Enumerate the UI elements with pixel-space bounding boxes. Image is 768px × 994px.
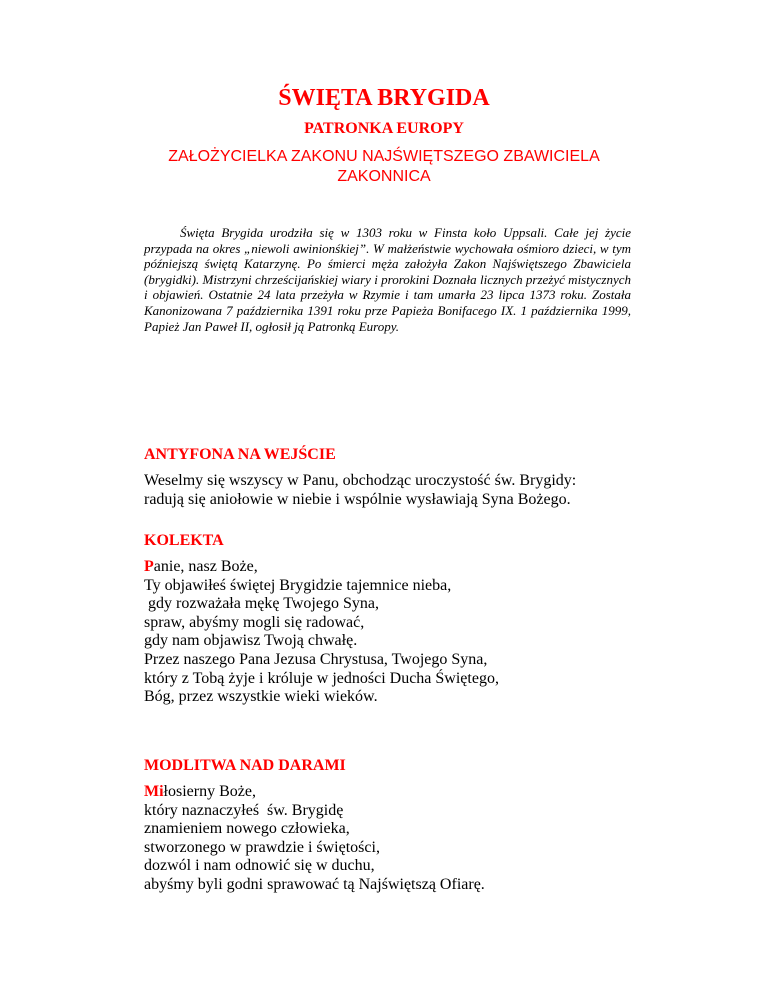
founder-heading [0, 147, 768, 187]
kolekta-line: który z Tobą żyje i króluje w jedności Ducha Świętego, [144, 669, 499, 687]
kolekta-text [144, 558, 664, 707]
modlitwa-line: który naznaczyłeś św. Brygidę [144, 801, 344, 819]
modlitwa-initial: Mi [144, 783, 164, 800]
biography-paragraph: Święta Brygida urodziła się w 1303 roku w Finsta koło Uppsali. Całe jej życie przypada na okres „niewoli awinionśkiej”. W małżeństwie wychowała ośmioro dzieci, w tym późniejszą świętą Katarzynę. Po śmierci męża założyła Zakon Najświętszego Zbawiciela (brygidki). Mistrzyni chrześcijańskiej wiary i prorokini Doznała licznych przeżyć mistycznych i objawień. Ostatnie 24 lata przeżyła w Rzymie i tam umarła 23 lipca 1373 roku. Została Kanonizowana 7 października 1391 roku prze Papieża Bonifacego IX. 1 października 1999, Papież Jan Paweł II, ogłosił ją Patronką Europy. [144, 225, 631, 334]
kolekta-line: gdy nam objawisz Twoją chwałę. [144, 632, 358, 650]
antyfona-line: radują się aniołowie w niebie i wspólnie wysławiają Syna Bożego. [144, 490, 571, 508]
modlitwa-line: abyśmy byli godni sprawować tą Najświętszą Ofiarę. [144, 875, 485, 893]
founder-heading-line: ZAKONNICA [337, 168, 431, 185]
kolekta-first-line [144, 558, 664, 577]
antyfona-line: Weselmy się wszyscy w Panu, obchodząc uroczystość św. Brygidy: [144, 472, 577, 489]
modlitwa-heading: MODLITWA NAD DARAMI [144, 757, 346, 774]
antyfona-heading: ANTYFONA NA WEJŚCIE [144, 446, 336, 463]
kolekta-heading: KOLEKTA [144, 532, 224, 549]
kolekta-line: Bóg, przez wszystkie wieki wieków. [144, 688, 378, 706]
modlitwa-first-line [144, 783, 664, 802]
modlitwa-first-rest: łosierny Boże, [163, 783, 256, 800]
page-title: ŚWIĘTA BRYGIDA [278, 85, 490, 111]
modlitwa-line: znamieniem nowego człowieka, [144, 820, 350, 838]
kolekta-line: spraw, abyśmy mogli się radować, [144, 613, 365, 631]
kolekta-line: gdy rozważała mękę Twojego Syna, [144, 595, 379, 613]
modlitwa-line: stworzonego w prawdzie i świętości, [144, 838, 380, 856]
modlitwa-text [144, 783, 664, 895]
founder-heading-line: ZAŁOŻYCIELKA ZAKONU NAJŚWIĘTSZEGO ZBAWICIELA [168, 148, 600, 165]
page-subtitle: PATRONKA EUROPY [304, 120, 464, 137]
kolekta-initial: P [144, 558, 154, 575]
antyfona-text [144, 472, 664, 509]
kolekta-line: Ty objawiłeś świętej Brygidzie tajemnice nieba, [144, 576, 452, 594]
modlitwa-line: dozwól i nam odnowić się w duchu, [144, 857, 375, 875]
kolekta-first-rest: anie, nasz Boże, [153, 558, 258, 575]
kolekta-line: Przez naszego Pana Jezusa Chrystusa, Twojego Syna, [144, 650, 488, 668]
